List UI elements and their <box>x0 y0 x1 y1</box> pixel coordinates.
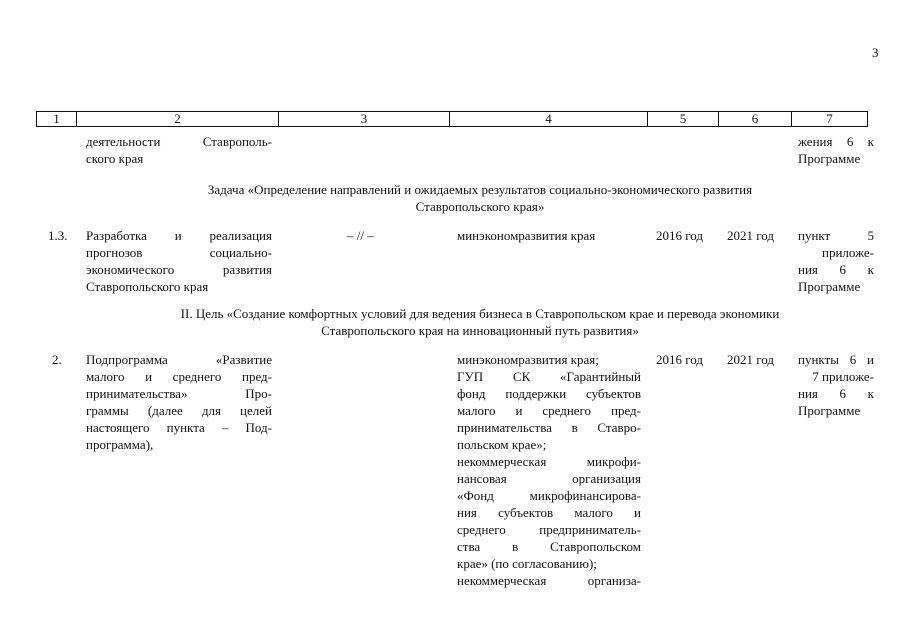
row-1-3-name: Разработка и реализация прогнозов социально- экономического развития Ставропольского края <box>86 228 272 294</box>
goal-heading: II. Цель «Создание комфортных условий для ведения бизнеса в Ставропольском крае и перевода экономики Ставропольского края на инновационный путь развития» <box>180 306 780 338</box>
header-col-6: 6 <box>719 112 792 126</box>
header-col-7: 7 <box>826 111 833 126</box>
header-col-3: 3 <box>279 112 450 126</box>
row-2-executors: минэкономразвития края; ГУП СК «Гарантийный фонд поддержки субъектов малого и среднего пред- принимательства в Ставро- польском крае»; некоммерческая микрофи- нансовая организация «Фонд микрофинансирова- ния субъектов малого и среднего предприниматель- ства в Ставропольском крае» (по согласованию); некоммерческая организа- <box>457 352 641 588</box>
header-col-4: 4 <box>450 112 648 126</box>
header-col-2: 2 <box>77 112 279 126</box>
row-1-3-number: 1.3. <box>48 228 68 243</box>
row-1-3-ref: пункт 5 приложе- ния 6 к Программе <box>798 228 874 294</box>
task-heading: Задача «Определение направлений и ожидаемых результатов социально-экономического развития Ставропольского края» <box>207 182 753 214</box>
row-2-ref: пункты 6 и 7 приложе- ния 6 к Программе <box>798 352 874 418</box>
row-2-name: Подпрограмма «Развитие малого и среднего пред- принимательства» Про- граммы (далее для целей настоящего пункта – Под- программа), <box>86 352 272 452</box>
row-2-end: 2021 год <box>727 352 774 367</box>
continuation-ref: жения 6 к Программе <box>798 134 874 166</box>
page-number: 3 <box>872 45 879 60</box>
row-1-3-executor: минэкономразвития края <box>457 228 596 243</box>
header-col-5: 5 <box>648 112 719 126</box>
row-2-start: 2016 год <box>656 352 703 367</box>
row-1-3-start: 2016 год <box>656 228 703 243</box>
header-col-1: 1 <box>37 112 77 126</box>
continuation-name: деятельности Ставрополь- ского края <box>86 134 272 166</box>
table-header-row <box>36 111 868 127</box>
row-1-3-end: 2021 год <box>727 228 774 243</box>
row-1-3-col3: – // – <box>347 228 374 243</box>
row-2-number: 2. <box>52 352 62 367</box>
